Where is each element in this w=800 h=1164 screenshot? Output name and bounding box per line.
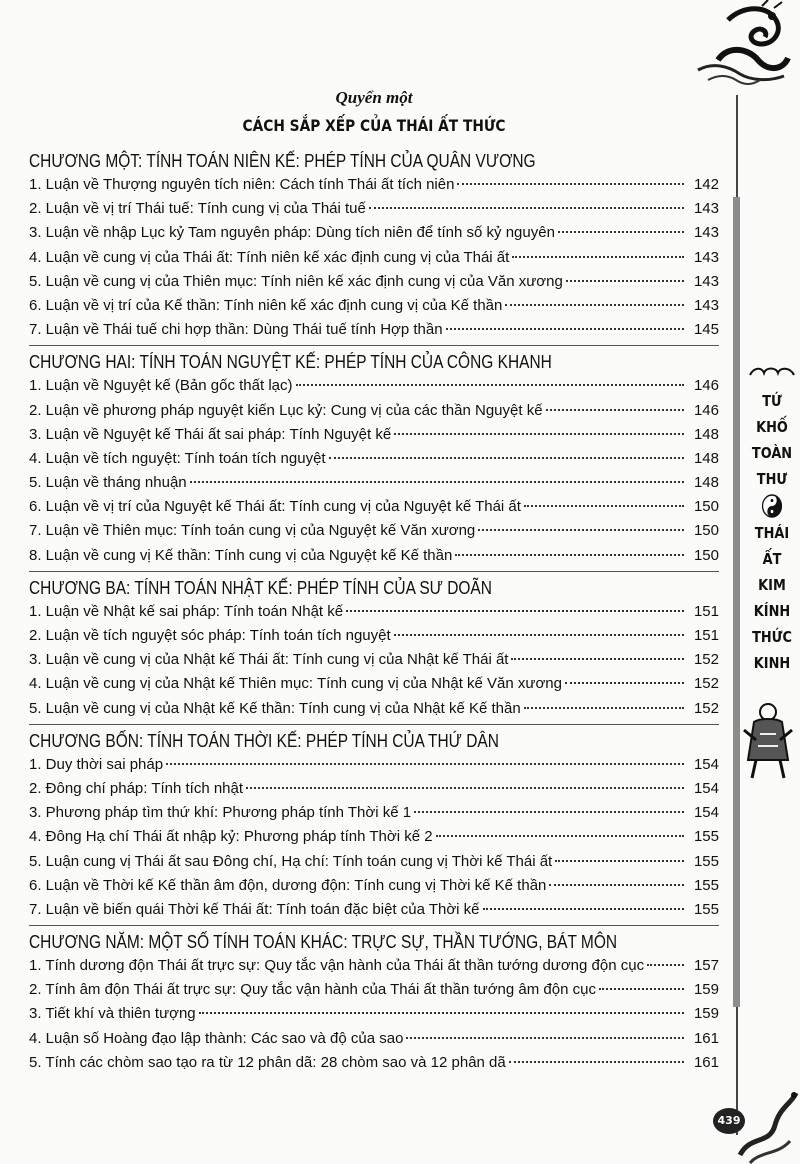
immortal-figure-icon: [740, 700, 796, 780]
toc-entry-title: 4. Luận về tích nguyệt: Tính toán tích nguyệt: [29, 449, 326, 467]
toc-entry-title: 3. Luận về nhập Lục kỷ Tam nguyên pháp: Dùng tích niên để tính số kỷ nguyên: [29, 224, 555, 242]
side-title-word: KHỐ: [756, 418, 788, 436]
toc-entry[interactable]: [29, 374, 719, 398]
page-number: 439: [713, 1108, 745, 1134]
toc-entry-title: 4. Luận về cung vị của Thái ất: Tính niên kế xác định cung vị của Thái ất: [29, 248, 510, 266]
toc-entry[interactable]: [29, 672, 719, 696]
toc-entry-page: 150: [693, 498, 719, 516]
toc-entry-title: 8. Luận về cung vị Kế thần: Tính cung vị của Nguyệt kế Kế thần: [29, 546, 453, 564]
toc-entry-page: 150: [693, 522, 719, 540]
toc-entry-page: 154: [693, 804, 719, 822]
toc-entry[interactable]: [29, 544, 719, 568]
toc-entry-page: 154: [693, 779, 719, 797]
toc-entry-page: 143: [693, 272, 719, 290]
chapter-heading: CHƯƠNG BA: TÍNH TOÁN NHẬT KẾ: PHÉP TÍNH CỦA SƯ DOÃN: [29, 577, 492, 598]
toc-entry-page: 159: [693, 981, 719, 999]
toc-entry[interactable]: [29, 648, 719, 672]
toc-entry-title: 6. Luận về vị trí của Nguyệt kế Thái ất: Tính cung vị của Nguyệt kế Thái ất: [29, 498, 521, 516]
volume-heading: Quyển một: [335, 88, 413, 107]
dot-leader: [436, 834, 684, 837]
toc-entry-page: 155: [693, 852, 719, 870]
toc-entry[interactable]: [29, 495, 719, 519]
dot-leader: [478, 528, 684, 531]
toc-entry[interactable]: [29, 624, 719, 648]
toc-entry-page: 159: [693, 1005, 719, 1023]
toc-entry-page: 146: [693, 401, 719, 419]
toc-entry-title: 4. Luận về cung vị của Nhật kế Thiên mục: Tính cung vị của Nhật kế Văn xương: [29, 675, 562, 693]
toc-entry-page: 145: [693, 321, 719, 339]
toc-entry[interactable]: [29, 471, 719, 495]
dot-leader: [369, 206, 684, 209]
chapter-divider: [29, 925, 719, 926]
dot-leader: [599, 987, 684, 990]
side-bar: [733, 197, 740, 1007]
toc-entry-title: 1. Luận về Thượng nguyên tích niên: Cách tính Thái ất tích niên: [29, 176, 455, 193]
toc-entry[interactable]: [29, 399, 719, 423]
dot-leader: [546, 408, 684, 411]
toc-entry[interactable]: [29, 777, 719, 801]
toc-entry[interactable]: [29, 954, 719, 978]
dot-leader: [246, 786, 684, 789]
toc-entry[interactable]: [29, 1051, 719, 1075]
toc-entry-page: 142: [693, 176, 719, 193]
toc-entry-title: 7. Luận về Thiên mục: Tính toán cung vị của Nguyệt kế Văn xương: [29, 522, 476, 540]
dot-leader: [455, 553, 684, 556]
toc-entry-page: 161: [693, 1029, 719, 1047]
dot-leader: [509, 1060, 684, 1063]
toc-entry-page: 148: [693, 425, 719, 443]
toc-entry-page: 152: [693, 675, 719, 693]
toc-entry[interactable]: [29, 318, 719, 342]
toc-entry-title: 3. Phương pháp tìm thứ khí: Phương pháp tính Thời kế 1: [29, 804, 412, 822]
chapter-heading: CHƯƠNG BỐN: TÍNH TOÁN THỜI KẾ: PHÉP TÍNH CỦA THỨ DÂN: [29, 730, 499, 751]
dot-leader: [296, 383, 685, 386]
side-title-word: TỨ: [762, 392, 782, 410]
toc-entry-page: 152: [693, 651, 719, 669]
chapter-list: [29, 149, 719, 1075]
toc-entry-page: 154: [693, 755, 719, 773]
toc-entry-title: 5. Luận về cung vị của Thiên mục: Tính niên kế xác định cung vị của Văn xương: [29, 272, 563, 290]
toc-entry-page: 150: [693, 546, 719, 564]
toc-entry-title: 1. Tính dương độn Thái ất trực sự: Quy tắc vận hành của Thái ất thần tướng dương độn cục: [29, 957, 645, 975]
toc-entry-page: 148: [693, 474, 719, 492]
toc-entry-page: 148: [693, 449, 719, 467]
toc-entry-title: 5. Luận cung vị Thái ất sau Đông chí, Hạ chí: Tính toán cung vị Thời kế Thái ất: [29, 852, 553, 870]
toc-entry-page: 157: [693, 957, 719, 975]
toc-entry-title: 5. Luận về tháng nhuận: [29, 474, 187, 492]
side-title-word: ẤT: [762, 550, 782, 568]
side-title-word: KINH: [753, 654, 791, 672]
dot-leader: [457, 182, 684, 185]
toc-entry-page: 161: [693, 1053, 719, 1071]
toc-entry[interactable]: [29, 246, 719, 270]
chapter-divider: [29, 724, 719, 725]
toc-entry-title: 2. Luận về vị trí Thái tuế: Tính cung vị của Thái tuế: [29, 200, 366, 218]
dot-leader: [505, 303, 684, 306]
toc-entry-title: 5. Luận về cung vị của Nhật kế Kế thần: Tính cung vị của Nhật kế Kế thần: [29, 699, 521, 717]
toc-entry-page: 152: [693, 699, 719, 717]
toc-entry-title: 6. Luận về vị trí của Kế thần: Tính niên kế xác định cung vị của Kế thần: [29, 296, 503, 314]
side-title-word: TOÀN: [751, 444, 793, 462]
toc-entry-title: 7. Luận về biến quái Thời kế Thái ất: Tính toán đặc biệt của Thời kế: [29, 900, 480, 918]
toc-entry[interactable]: [29, 423, 719, 447]
chapter-divider: [29, 571, 719, 572]
yin-yang-icon: [762, 494, 783, 518]
dot-leader: [549, 883, 684, 886]
toc-entry-title: 6. Luận về Thời kế Kế thần âm độn, dương độn: Tính cung vị Thời kế Kế thần: [29, 876, 547, 894]
dot-leader: [190, 480, 684, 483]
toc-entry-page: 143: [693, 296, 719, 314]
toc-entry-title: 3. Tiết khí và thiên tượng: [29, 1005, 196, 1023]
toc-entry-title: 5. Tính các chòm sao tạo ra từ 12 phân dã: 28 chòm sao và 12 phân dã: [29, 1053, 506, 1071]
toc-entry-page: 143: [693, 200, 719, 218]
dot-leader: [483, 907, 684, 910]
toc-entry[interactable]: [29, 850, 719, 874]
toc-entry-page: 151: [693, 627, 719, 644]
toc-entry-title: 4. Luận số Hoàng đạo lập thành: Các sao và độ của sao: [29, 1029, 404, 1047]
toc-entry[interactable]: [29, 978, 719, 1002]
toc-entry[interactable]: [29, 270, 719, 294]
toc-entry-page: 151: [693, 602, 719, 620]
toc-entry[interactable]: [29, 600, 719, 624]
toc-entry-title: 3. Luận về cung vị của Nhật kế Thái ất: Tính cung vị của Nhật kế Thái ất: [29, 651, 509, 669]
toc-entry-title: 2. Luận về phương pháp nguyệt kiến Lục kỷ: Cung vị của các thần Nguyệt kế: [29, 401, 543, 419]
toc-entry-title: 1. Duy thời sai pháp: [29, 755, 164, 773]
toc-entry-title: 2. Đông chí pháp: Tính tích nhật: [29, 779, 244, 797]
toc-entry[interactable]: [29, 519, 719, 543]
dot-leader: [555, 859, 684, 862]
dot-leader: [329, 456, 684, 459]
toc-entry-title: 4. Đông Hạ chí Thái ất nhập kỷ: Phương pháp tính Thời kế 2: [29, 828, 433, 846]
dot-leader: [524, 706, 684, 709]
side-title-word: KIM: [758, 576, 786, 594]
side-title-word: THÁI: [754, 524, 790, 542]
toc-entry-page: 146: [693, 377, 719, 395]
dot-leader: [166, 762, 684, 765]
dot-leader: [524, 504, 684, 507]
toc-entry-page: 143: [693, 248, 719, 266]
toc-entry-title: 7. Luận về Thái tuế chi hợp thần: Dùng Thái tuế tính Hợp thần: [29, 321, 443, 339]
table-of-contents: [29, 88, 719, 1075]
toc-entry[interactable]: [29, 1027, 719, 1051]
toc-entry[interactable]: [29, 294, 719, 318]
toc-entry-title: 1. Luận về Nguyệt kế (Bản gốc thất lạc): [29, 377, 293, 395]
toc-entry[interactable]: [29, 874, 719, 898]
dot-leader: [558, 230, 684, 233]
dot-leader: [414, 810, 684, 813]
cloud-ornament-icon: [748, 365, 796, 379]
dot-leader: [346, 609, 684, 612]
toc-entry-page: 143: [693, 224, 719, 242]
dot-leader: [512, 255, 684, 258]
dot-leader: [565, 681, 684, 684]
chapter-heading: CHƯƠNG MỘT: TÍNH TOÁN NIÊN KẾ: PHÉP TÍNH CỦA QUÂN VƯƠNG: [29, 151, 536, 171]
toc-entry-page: 155: [693, 876, 719, 894]
dot-leader: [446, 327, 684, 330]
toc-entry[interactable]: [29, 898, 719, 922]
toc-entry-title: 2. Tính âm độn Thái ất trực sự: Quy tắc vận hành của Thái ất thần tướng âm độn cục: [29, 981, 596, 999]
dot-leader: [511, 657, 684, 660]
chapter-heading: CHƯƠNG HAI: TÍNH TOÁN NGUYỆT KẾ: PHÉP TÍNH CỦA CÔNG KHANH: [29, 352, 552, 373]
toc-entry[interactable]: [29, 173, 719, 197]
toc-entry[interactable]: [29, 825, 719, 849]
toc-entry[interactable]: [29, 1002, 719, 1026]
side-title-word: KÍNH: [753, 602, 791, 620]
toc-entry[interactable]: [29, 221, 719, 245]
toc-entry[interactable]: [29, 801, 719, 825]
toc-entry[interactable]: [29, 697, 719, 721]
part-title: CÁCH SẮP XẾP CỦA THÁI ẤT THỨC: [242, 116, 506, 135]
chapter-heading: CHƯƠNG NĂM: MỘT SỐ TÍNH TOÁN KHÁC: TRỰC SỰ, THẦN TƯỚNG, BÁT MÔN: [29, 932, 618, 953]
side-title-word: THỨC: [752, 628, 792, 646]
side-title: [751, 388, 794, 676]
dot-leader: [394, 432, 684, 435]
side-title-word: THƯ: [756, 470, 788, 488]
toc-entry-title: 3. Luận về Nguyệt kế Thái ất sai pháp: Tính Nguyệt kế: [29, 425, 392, 443]
dot-leader: [647, 963, 684, 966]
toc-entry-title: 1. Luận về Nhật kế sai pháp: Tính toán Nhật kế: [29, 602, 344, 620]
toc-entry[interactable]: [29, 753, 719, 777]
dot-leader: [566, 279, 684, 282]
toc-entry[interactable]: [29, 447, 719, 471]
dot-leader: [199, 1011, 684, 1014]
dragon-ornament-icon: [688, 0, 800, 100]
toc-entry-page: 155: [693, 828, 719, 846]
dot-leader: [406, 1036, 684, 1039]
toc-entry-title: 2. Luận về tích nguyệt sóc pháp: Tính toán tích nguyệt: [29, 627, 391, 644]
chapter-divider: [29, 345, 719, 346]
dot-leader: [394, 633, 684, 636]
toc-entry-page: 155: [693, 900, 719, 918]
toc-entry[interactable]: [29, 197, 719, 221]
